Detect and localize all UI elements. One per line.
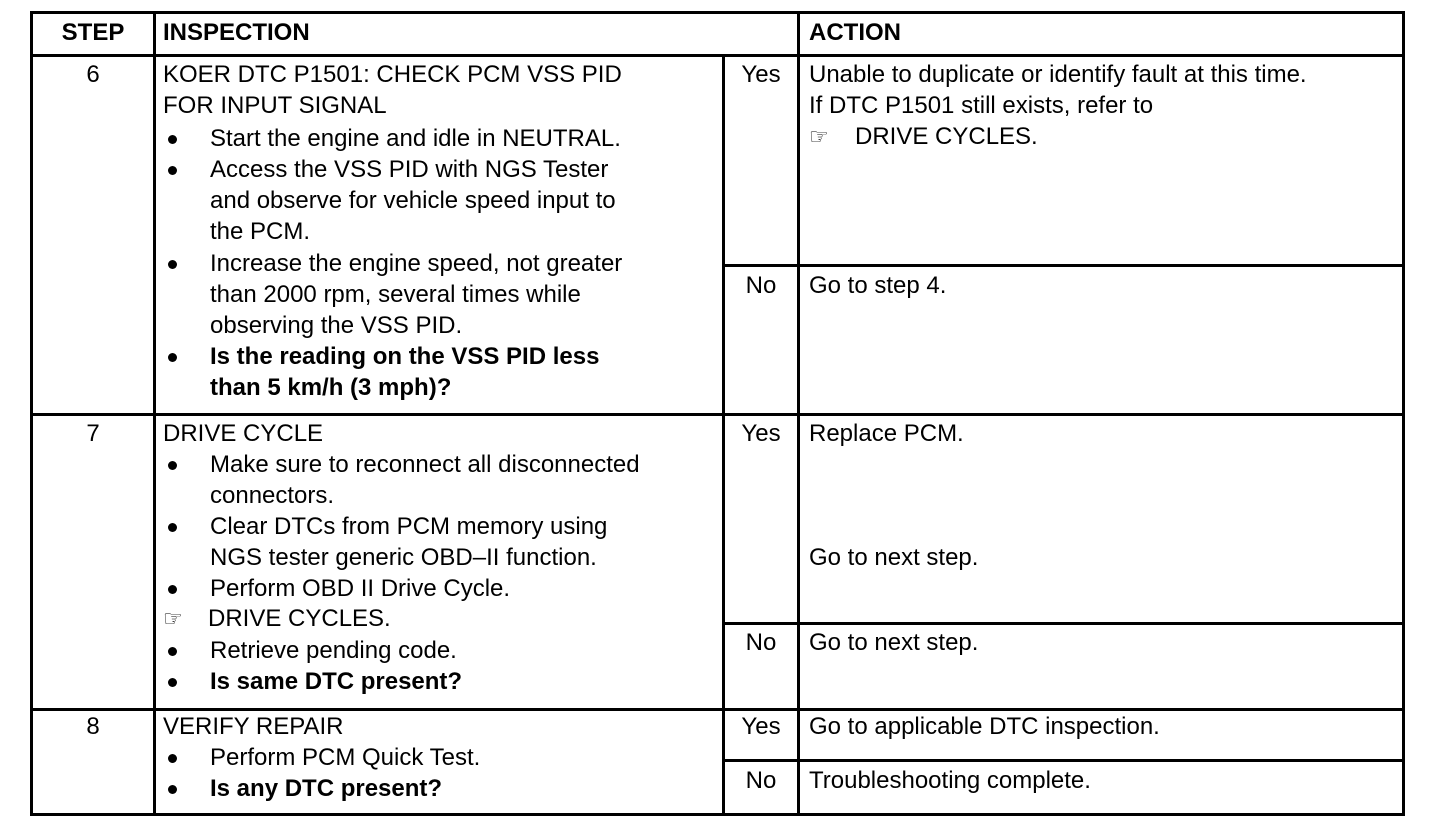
- yes-label: Yes: [741, 420, 781, 447]
- bullet-dot-icon: [168, 461, 177, 470]
- inspection-item: Increase the engine speed, not greater: [210, 250, 623, 277]
- inspection-item: Start the engine and idle in NEUTRAL.: [210, 125, 621, 152]
- action-reference: DRIVE CYCLES.: [855, 123, 1038, 150]
- step-column-divider: [153, 11, 156, 816]
- bullet-dot-icon: [168, 647, 177, 656]
- action-text: If DTC P1501 still exists, refer to: [809, 92, 1154, 119]
- bullet-dot-icon: [168, 353, 177, 362]
- action-text: Unable to duplicate or identify fault at this time.: [809, 61, 1307, 88]
- table-border-left: [30, 11, 33, 816]
- step-number: 6: [86, 61, 100, 88]
- yes-label: Yes: [741, 713, 781, 740]
- action-column-divider: [797, 11, 800, 816]
- inspection-reference: DRIVE CYCLES.: [208, 605, 391, 632]
- row-divider-6-7: [30, 413, 1405, 416]
- inspection-item: observing the VSS PID.: [210, 312, 463, 339]
- table-border-bottom: [30, 813, 1405, 816]
- bullet-dot-icon: [168, 523, 177, 532]
- bullet-dot-icon: [168, 785, 177, 794]
- row7-yes-no-divider: [725, 622, 1405, 625]
- action-text: Go to next step.: [809, 629, 979, 656]
- row6-yes-no-divider: [725, 264, 1405, 267]
- inspection-question: than 5 km/h (3 mph)?: [210, 374, 452, 401]
- action-text: Go to next step.: [809, 544, 979, 571]
- inspection-item: the PCM.: [210, 218, 311, 245]
- step-number: 8: [86, 713, 100, 740]
- action-text: Go to step 4.: [809, 272, 947, 299]
- no-label: No: [745, 629, 777, 656]
- inspection-question: Is the reading on the VSS PID less: [210, 343, 600, 370]
- step-title: VERIFY REPAIR: [163, 713, 344, 740]
- inspection-item: Perform OBD II Drive Cycle.: [210, 575, 511, 602]
- header-divider: [30, 54, 1405, 57]
- inspection-item: Access the VSS PID with NGS Tester: [210, 156, 609, 183]
- inspection-item: connectors.: [210, 482, 335, 509]
- bullet-dot-icon: [168, 135, 177, 144]
- step-title: KOER DTC P1501: CHECK PCM VSS PID: [163, 61, 622, 88]
- step-title: DRIVE CYCLE: [163, 420, 324, 447]
- inspection-item: Retrieve pending code.: [210, 637, 457, 664]
- inspection-question: Is any DTC present?: [210, 775, 443, 802]
- no-label: No: [745, 272, 777, 299]
- no-label: No: [745, 767, 777, 794]
- step-number: 7: [86, 420, 100, 447]
- table-border-right: [1402, 11, 1405, 816]
- step-title: FOR INPUT SIGNAL: [163, 92, 387, 119]
- pointing-hand-icon: ☞: [809, 124, 829, 149]
- header-inspection: INSPECTION: [163, 19, 310, 46]
- yes-label: Yes: [741, 61, 781, 88]
- troubleshooting-table: [30, 11, 1405, 816]
- action-text: Go to applicable DTC inspection.: [809, 713, 1160, 740]
- header-action: ACTION: [809, 19, 901, 46]
- bullet-dot-icon: [168, 585, 177, 594]
- bullet-dot-icon: [168, 678, 177, 687]
- bullet-dot-icon: [168, 754, 177, 763]
- inspection-item: than 2000 rpm, several times while: [210, 281, 581, 308]
- bullet-dot-icon: [168, 166, 177, 175]
- pointing-hand-icon: ☞: [163, 606, 183, 631]
- inspection-item: Make sure to reconnect all disconnected: [210, 451, 640, 478]
- action-text: Replace PCM.: [809, 420, 964, 447]
- inspection-item: Perform PCM Quick Test.: [210, 744, 481, 771]
- inspection-item: and observe for vehicle speed input to: [210, 187, 616, 214]
- table-border-top: [30, 11, 1405, 14]
- inspection-question: Is same DTC present?: [210, 668, 463, 695]
- row8-yes-no-divider: [725, 759, 1405, 762]
- inspection-item: NGS tester generic OBD–II function.: [210, 544, 597, 571]
- header-step: STEP: [61, 19, 125, 46]
- inspection-item: Clear DTCs from PCM memory using: [210, 513, 608, 540]
- bullet-dot-icon: [168, 260, 177, 269]
- action-text: Troubleshooting complete.: [809, 767, 1091, 794]
